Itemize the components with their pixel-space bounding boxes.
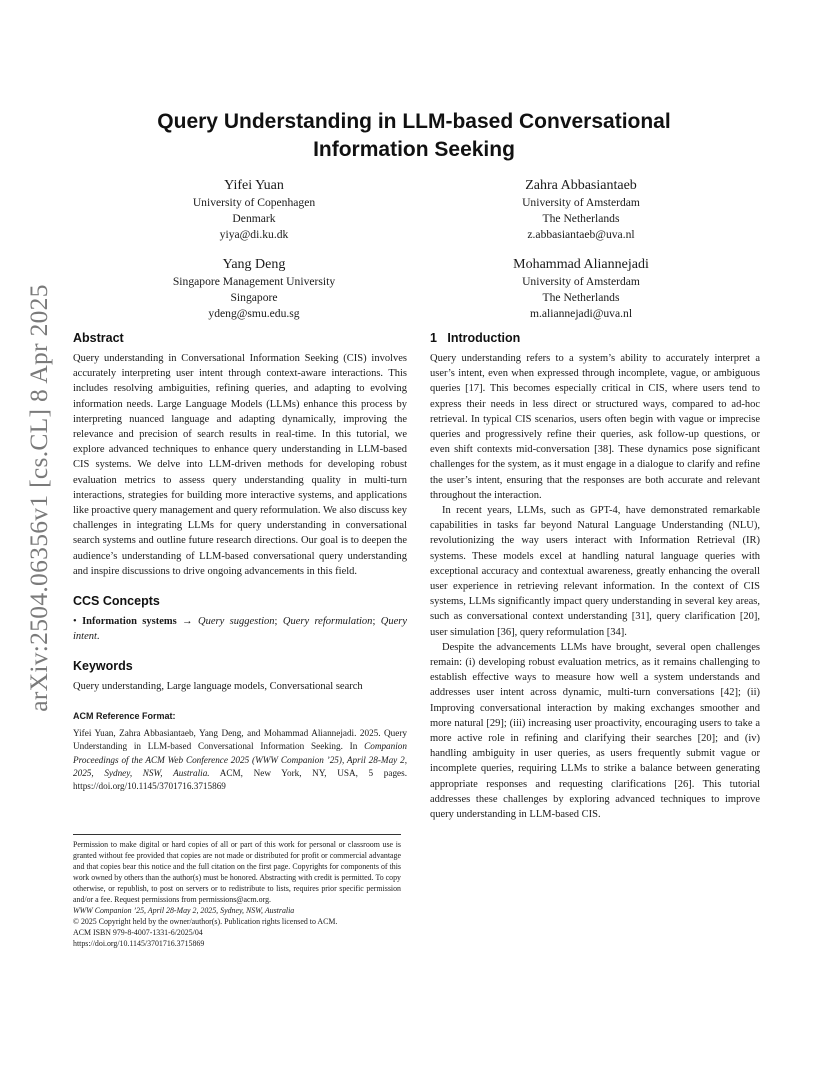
author-block-4	[431, 255, 731, 322]
ccs-concept: Query reformulation	[282, 616, 373, 628]
author-affiliation: Singapore Management University	[172, 275, 336, 288]
reference-format-text: Yifei Yuan, Zahra Abbasiantaeb, Yang Deng, and Mohammad Aliannejadi. 2025. Query Understanding in LLM-based Conversational Information Seeking. In Companion Proceedings of the ACM Web Conference 2025 (WWW Companion ’25), April 28-May 2, 2025, Sydney, NSW, Australia. ACM, New York, NY, USA, 5 pages. https://doi.org/10.1145/3701716.3715869	[73, 727, 407, 792]
intro-paragraph-2: In recent years, LLMs, such as GPT-4, have demonstrated remarkable capabilities in tasks far beyond Natural Language Understanding (NLU), revolutionizing the way users interact with Information Retrieval (IR) systems. These models excel at handling natural language queries with exceptional accuracy and contextual awareness, greatly enhancing the overall user experience in retrieving relevant information. In the context of CIS systems, LLMs significantly impact query understanding in several key areas, such as conversational context understanding [31], query clarification [20], user simulation [36], query reformulation [34].	[430, 505, 760, 638]
ccs-concept: Query suggestion	[198, 616, 275, 628]
isbn-line: ACM ISBN 979-8-4007-1331-6/2025/04	[73, 928, 203, 937]
abstract-section	[73, 330, 407, 579]
author-country: Singapore	[230, 291, 278, 304]
author-country: The Netherlands	[542, 212, 620, 225]
abstract-heading: Abstract	[73, 331, 124, 345]
ccs-section	[73, 593, 407, 644]
author-name: Yang Deng	[222, 257, 286, 272]
author-email: z.abbasiantaeb@uva.nl	[527, 228, 635, 241]
intro-paragraph-1: Query understanding refers to a system’s ability to accurately interpret a user’s intent, even when expressed through incomplete, vague, or ambiguous queries [17]. This becomes especially critical in CIS, where users tend to express their needs in less direct or structured ways, compared to ad-hoc retrieval. In typical CIS scenarios, users often begin with vague or imprecise queries and progressively refine their queries, ask follow-up questions, or even shift contexts mid-conversation [38]. These dynamics pose significant challenges for the system, as it must engage in a dialogue to clarify and refine the user’s intent, ensuring that the responses are both accurate and relevant throughout the interaction.	[430, 353, 760, 501]
author-name: Mohammad Aliannejadi	[513, 257, 649, 272]
abstract-text: Query understanding in Conversational Information Seeking (CIS) involves accurately interpreting user intent through context-aware interactions. This includes resolving ambiguities, refining queries, and adapting to evolving information needs. Large Language Models (LLMs) enhance this process by interpreting nuanced language and adapting dynamically, improving the relevance and precision of search results in real-time. In this tutorial, we explore advanced techniques to enhance query understanding in LLM-based CIS systems. We delve into LLM-driven methods for developing robust evaluation metrics to assess query understanding quality in multi-turn interactions, strategies for building more interactive systems, and applications like proactive query management and query reformulation. We also discuss key challenges in integrating LLMs for query understanding in conversational search systems and outline future research directions. Our goal is to deepen the audience’s understanding of LLM-based conversational query understanding and inspire discussions to drive ongoing advancements in this field.	[73, 353, 407, 577]
copyright-line: © 2025 Copyright held by the owner/author(s). Publication rights licensed to ACM.	[73, 917, 338, 926]
copyright-footnote	[73, 834, 401, 949]
arxiv-sidebar	[20, 268, 58, 728]
right-column	[430, 330, 760, 822]
permission-notice: Permission to make digital or hard copies of all or part of this work for personal or classroom use is granted without fee provided that copies are not made or distributed for profit or commercial advantage and that copies bear this notice and the full citation on the first page. Copyrights for components of this work owned by others than the author(s) must be honored. Abstracting with credit is permitted. To copy otherwise, or republish, to post on servers or to redistribute to lists, requires prior specific permission and/or a fee. Request permissions from permissions@acm.org.	[73, 840, 401, 904]
keywords-text: Query understanding, Large language models, Conversational search	[73, 681, 363, 693]
ccs-concepts: • Information systems → Query suggestion; Query reformulation; Query intent.	[73, 616, 407, 643]
keywords-section	[73, 658, 407, 694]
author-country: The Netherlands	[542, 291, 620, 304]
author-country: Denmark	[232, 212, 276, 225]
doi-line: https://doi.org/10.1145/3701716.3715869	[73, 939, 205, 948]
author-name: Zahra Abbasiantaeb	[525, 178, 637, 193]
author-block-2	[431, 176, 731, 243]
left-column	[73, 330, 407, 794]
author-block-3	[104, 255, 404, 322]
reference-format	[73, 709, 407, 794]
ccs-concept: Query intent	[73, 616, 407, 643]
author-email: ydeng@smu.edu.sg	[208, 307, 300, 320]
ccs-category: Information systems	[82, 616, 177, 628]
author-email: yiya@di.ku.dk	[219, 228, 289, 241]
intro-paragraph-3: Despite the advancements LLMs have brought, several open challenges remain: (i) developing robust evaluation metrics, as it remains challenging to establish effective ways to measure how well a system understands and addresses user intent across dynamic, multi-turn conversations [42]; (ii) Improving conversational interaction by making exchanges smoother and more natural [29]; (iii) increasing user proactivity, encouraging users to take a more active role in refining and clarifying their searches [20]; and (iv) handling ambiguity in user queries, as users frequently submit vague or incomplete queries, requiring LLMs to strike a balance between generating appropriate responses and requesting clarifications [26]. This tutorial addresses these challenges by exploring advanced techniques to improve query understanding in LLM-based CIS.	[430, 641, 760, 821]
reference-format-heading: ACM Reference Format:	[73, 710, 176, 721]
ccs-heading: CCS Concepts	[73, 594, 160, 609]
arxiv-identifier: arXiv:2504.06356v1 [cs.CL] 8 Apr 2025	[24, 284, 53, 712]
keywords-heading: Keywords	[73, 659, 133, 674]
footnote-venue: WWW Companion ’25, April 28-May 2, 2025, Sydney, NSW, Australia	[73, 906, 295, 915]
author-affiliation: University of Copenhagen	[192, 196, 316, 209]
introduction-heading: 1 Introduction	[430, 331, 521, 345]
paper-title: Query Understanding in LLM-based Conversational Information Seeking	[157, 110, 671, 161]
author-name: Yifei Yuan	[224, 178, 284, 193]
author-affiliation: University of Amsterdam	[522, 196, 640, 209]
author-block-1	[104, 176, 404, 243]
author-email: m.aliannejadi@uva.nl	[529, 307, 633, 320]
author-affiliation: University of Amsterdam	[522, 275, 640, 288]
